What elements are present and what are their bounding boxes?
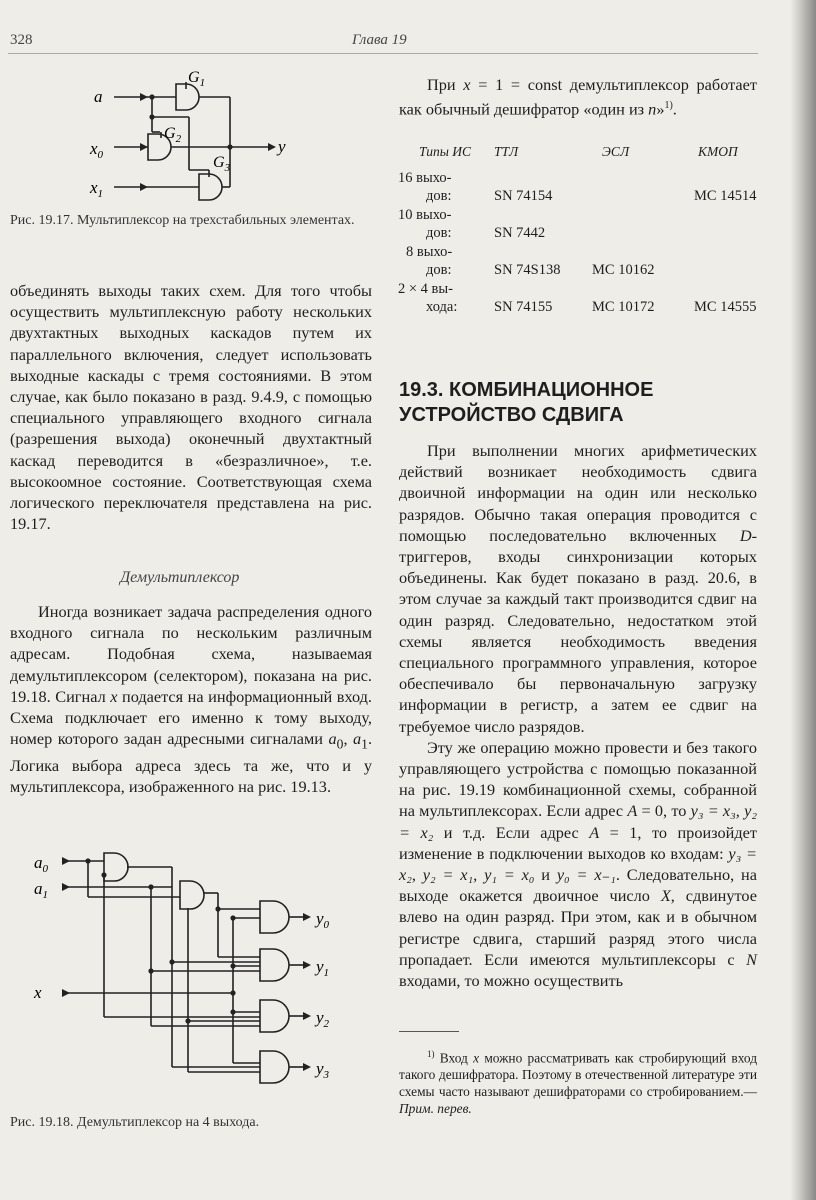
table-cell-cmos: MC 14555 [694, 299, 757, 315]
table-cell-cmos: MC 14514 [694, 188, 757, 204]
footnote-ref: 1) [664, 100, 673, 112]
svg-text:G1: $G_1$ [188, 69, 206, 89]
svg-text:y0: $y_0$ [316, 909, 330, 931]
table-header-ecl: ЭСЛ [602, 144, 630, 159]
footnote-rule [399, 1031, 459, 1032]
ic-types-table [396, 144, 778, 316]
svg-text:y1: $y_1$ [316, 957, 330, 979]
fig17-label-g2: G [164, 125, 176, 142]
left-paragraph-1: объединять выходы таких схем. Для того чтобы осуществить мультиплексную работу нескольких двухтактных выходных каскадов путем их параллельного включения, следует использовать выходные каскады с тремя состояниями. В этом случае, как было показано в разд. 9.4.9, с помощью специального управляющего входного сигнала (разрешения выхода) оконечный двухтактный каскад переводится в «безразличное», т.е. высокоомное состояние. Соответствующая схема логического переключателя представлена на рис. 19.17. [10, 281, 372, 534]
right-column [399, 440, 757, 991]
section-heading [399, 378, 653, 428]
figure-19-17-multiplexer [80, 62, 310, 207]
table-header-ttl: ТТЛ [494, 144, 519, 159]
svg-text:x1: $x_1$ [90, 178, 104, 200]
table-header-types: Типы ИС [419, 144, 471, 159]
table-cell-ttl: SN 74155 [494, 299, 553, 315]
fig18-label-y0: y [316, 909, 324, 928]
table-row-label: 16 выхо- [398, 169, 452, 186]
table-row-label: дов: [426, 262, 452, 278]
table-cell-cmos [694, 261, 778, 280]
translator-note: Прим. перев. [399, 1100, 472, 1116]
header-rule [8, 53, 758, 54]
table-row-label: 2 × 4 вы- [398, 280, 453, 297]
table-row-label: 8 выхо- [406, 243, 453, 260]
left-column-2 [10, 601, 372, 797]
section-paragraph-2: Эту же операцию можно провести и без такого управляющего устройства с помощью показанной на рис. 19.19 комбинационной схемы, собранной на мультиплексорах. Если адрес A = 0, то y₃ = x₃, y₂ = x₂ и т.д. Если адрес A = 1, то произойдет изменение в подключении выходов ко входам: y₃ = x₂, y₂ = x₁, y₁ = x₀ и y₀ = x₋₁. Следовательно, на выходе окажется двоичное число X, сдвинутое влево на один разряд. При этом, как и в обычном регистре сдвига, старший разряд этого числа пропадает. Если имеются мультиплексоры с N входами, то можно осуществить [399, 737, 757, 991]
section-heading-line-2: УСТРОЙСТВО СДВИГА [399, 404, 624, 426]
fig17-label-g1: G [188, 69, 200, 86]
figure-19-18-caption: Рис. 19.18. Демультиплексор на 4 выхода. [10, 1115, 260, 1130]
table-header-cmos: КМОП [698, 144, 738, 159]
figure-19-18-demultiplexer [20, 845, 370, 1107]
fig18-label-a0: a [34, 853, 43, 872]
figure-19-17-caption: Рис. 19.17. Мультиплексор на трехстабильных элементах. [10, 213, 355, 228]
right-intro [399, 74, 757, 120]
fig17-label-x0: x [90, 139, 98, 158]
footnote [399, 1046, 757, 1117]
footnote-text: $^{1)}$ Вход x можно рассматривать как стробирующий вход такого дешифратора. Поэтому в отечественной литературе эти схемы часто называют дешифраторами со стробированием.— Прим. перев. [399, 1049, 758, 1116]
table-row-label: дов: [426, 188, 452, 204]
right-intro-paragraph: При x = 1 = const демультиплексор работает как обычный дешифратор «один из n»$^{1)}$. [399, 75, 757, 119]
section-paragraph-1: При выполнении многих арифметических действий возникает необходимость сдвига двоичной информации на один или несколько разрядов. Обычно такая операция проводится с помощью последовательно включенных D-триггеров, входы синхронизации которых объединены. Как будет показано в разд. 20.6, в этом случае за каждый такт производится сдвиг на один разряд. Следовательно, недостатком этой схемы является необходимость введения специального программного управления, которое обеспечивало бы первоначальную загрузку информации в регистр, а затем ее сдвиг на требуемое число разрядов. [399, 441, 757, 736]
svg-text:x0: $x_0$ [90, 139, 104, 161]
table-cell-ttl: SN 7442 [494, 225, 546, 241]
left-column [10, 280, 372, 534]
svg-text:a0: $a_0$ [34, 853, 48, 875]
fig17-label-y: y [278, 137, 286, 156]
fig17-label-x1: x [90, 178, 98, 197]
fig18-label-x: x [34, 983, 42, 1002]
svg-text:y2: $y_2$ [316, 1008, 330, 1030]
table-row-label: хода: [426, 299, 458, 315]
fig18-label-y2: y [316, 1008, 324, 1027]
table-cell-ecl [592, 187, 694, 206]
svg-text:a1: $a_1$ [34, 879, 48, 901]
table-cell-ttl: SN 74154 [494, 188, 553, 204]
running-head: Глава 19 [352, 32, 407, 48]
table-cell-ecl: MC 10162 [592, 262, 655, 278]
table-cell-ecl [592, 224, 694, 243]
footnote-mark: 1) [427, 1049, 435, 1059]
section-heading-line-1: 19.3. КОМБИНАЦИОННОЕ [399, 379, 654, 401]
table-cell-ttl: SN 74S138 [494, 262, 561, 278]
fig17-label-a: a [94, 87, 103, 106]
table-cell-ecl: MC 10172 [592, 299, 655, 315]
fig18-label-a1: a [34, 879, 43, 898]
page-number: 328 [10, 32, 33, 48]
subheading-demultiplexer: Демультиплексор [120, 569, 240, 586]
table-row-label: дов: [426, 225, 452, 241]
svg-text:G3: $G_3$ [213, 154, 231, 174]
table-row-label: 10 выхо- [398, 206, 452, 223]
svg-text:y3: $y_3$ [316, 1059, 330, 1081]
left-paragraph-2: Иногда возникает задача распределения одного входного сигнала по нескольким различным адресам. Подобная схема, называемая демультиплексором (селектором), показана на рис. 19.18. Сигнал x подается на информационный вход. Схема подключает его именно к тому выходу, номер которого задан адресными сигналами $a_0$, $a_1$. Логика выбора адреса здесь та же, что и у мультиплексора, изображенного на рис. 19.13. [10, 602, 373, 796]
svg-text:G2: $G_2$ [164, 125, 182, 145]
page-edge-shadow [790, 0, 816, 1200]
fig18-label-y3: y [316, 1059, 324, 1078]
fig17-label-g3: G [213, 154, 225, 171]
fig18-label-y1: y [316, 957, 324, 976]
table-cell-cmos [694, 224, 778, 243]
